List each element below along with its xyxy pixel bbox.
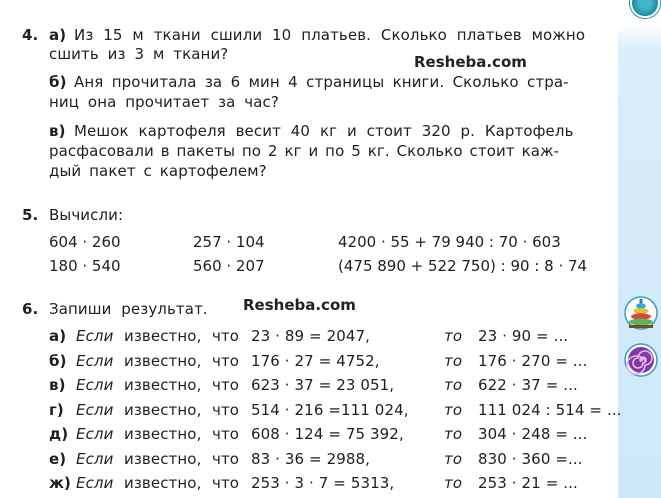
find-expression: 830 · 360 =... <box>478 449 583 468</box>
find-expression: 253 · 21 = ... <box>478 474 578 492</box>
if-word-text: Если <box>76 376 114 394</box>
then-word-text: то <box>444 449 463 468</box>
then-word-text: то <box>444 400 463 419</box>
problem-text: сшить из 3 м ткани? <box>49 45 229 63</box>
that-text: что <box>212 449 240 468</box>
known-text: известно, <box>124 425 202 443</box>
then-word-text: то <box>444 351 463 370</box>
item-label: д) <box>49 425 69 443</box>
known-text: известно, <box>124 474 202 492</box>
task-number: 5. <box>22 206 39 224</box>
that-text: что <box>212 351 240 370</box>
given-equation: 23 · 89 = 2047, <box>251 327 371 345</box>
given-equation: 253 · 3 · 7 = 5313, <box>251 474 395 492</box>
if-word-text: Если <box>76 327 114 345</box>
problem-text: ниц она прочитает за час? <box>49 93 279 111</box>
item-label: а) <box>49 327 67 345</box>
then-word-text: то <box>444 425 463 443</box>
find-expression: 304 · 248 = ... <box>478 425 588 443</box>
expression: 604 · 260 <box>49 233 121 251</box>
find-expression: 111 024 : 514 = ... <box>478 400 622 419</box>
given-equation: 514 · 216 =111 024, <box>251 400 409 419</box>
expression: (475 890 + 522 750) : 90 : 8 · 74 <box>338 257 588 275</box>
expression: 180 · 540 <box>49 257 121 275</box>
known-text: известно, <box>124 400 202 419</box>
watermark: Resheba.com <box>243 296 356 314</box>
given-equation: 176 · 27 = 4752, <box>251 351 380 370</box>
task-number: 6. <box>22 300 39 318</box>
margin-strip <box>618 0 661 498</box>
then-word-text: то <box>444 327 463 345</box>
item-label: в) <box>49 376 66 394</box>
problem-text: расфасовали в пакеты по 2 кг и по 5 кг. Сколько стоит каж- <box>49 142 560 160</box>
watermark: Resheba.com <box>414 53 527 71</box>
given-equation: 608 · 124 = 75 392, <box>251 425 404 443</box>
that-text: что <box>212 400 240 419</box>
that-text: что <box>212 376 240 394</box>
find-expression: 622 · 37 = ... <box>478 376 578 394</box>
task-number: 4. <box>22 26 39 44</box>
given-equation: 83 · 36 = 2988, <box>251 449 371 468</box>
known-text: известно, <box>124 449 202 468</box>
pyramid-toy-icon <box>624 296 658 336</box>
then-word-text: то <box>444 474 463 492</box>
task-title: Запиши результат. <box>49 300 208 318</box>
item-label: б) <box>49 351 67 370</box>
item-label: а) <box>49 26 67 44</box>
if-word-text: Если <box>76 449 114 468</box>
item-label: ж) <box>49 474 71 492</box>
item-label: б) <box>49 73 67 91</box>
spiral-icon <box>624 343 658 377</box>
if-word-text: Если <box>76 474 114 492</box>
item-label: в) <box>49 122 66 140</box>
if-word-text: Если <box>76 425 114 443</box>
known-text: известно, <box>124 327 202 345</box>
that-text: что <box>212 425 240 443</box>
known-text: известно, <box>124 376 202 394</box>
find-expression: 176 · 270 = ... <box>478 351 588 370</box>
item-label: г) <box>49 400 64 419</box>
if-word-text: Если <box>76 351 114 370</box>
problem-text: Мешок картофеля весит 40 кг и стоит 320 р. Картофель <box>74 122 574 140</box>
problem-text: Аня прочитала за 6 мин 4 страницы книги. Сколько стра- <box>74 73 569 91</box>
that-text: что <box>212 474 240 492</box>
item-label: е) <box>49 449 67 468</box>
expression: 4200 · 55 + 79 940 : 70 · 603 <box>338 233 561 251</box>
problem-text: дый пакет с картофелем? <box>49 162 267 180</box>
if-word-text: Если <box>76 400 114 419</box>
known-text: известно, <box>124 351 202 370</box>
expression: 257 · 104 <box>193 233 265 251</box>
expression: 560 · 207 <box>193 257 265 275</box>
find-expression: 23 · 90 = ... <box>478 327 569 345</box>
given-equation: 623 · 37 = 23 051, <box>251 376 395 394</box>
then-word-text: то <box>444 376 463 394</box>
that-text: что <box>212 327 240 345</box>
problem-text: Из 15 м ткани сшили 10 платьев. Сколько платьев можно <box>74 26 586 44</box>
task-title: Вычисли: <box>49 206 124 224</box>
